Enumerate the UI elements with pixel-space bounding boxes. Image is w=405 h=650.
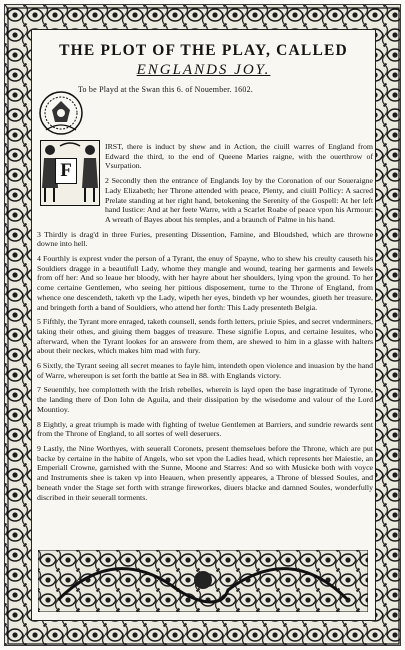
title-line-2: ENGLANDS JOY. bbox=[136, 62, 271, 78]
paragraph-4: 4 Fourthly is exprest vnder the person of a Tyrant, the enuy of Spayne, who to shew his creulty causeth his Souldiers dragge in a beautifull Lady, whome they mangle and wound, tearing her garments and Iewels from off her: And so leaue her bloody, with her hayre about her shoulders, lying vpon the ground. To her come certaine Gentlemen, who seeing her pittious disposement, turne to the Throne of England, from whence one descendeth, taketh vp the Lady, wipeth her eyes, bindeth vp her woundes, giueth her treasure, and bringeth forth a band of Souldiers, who attend her forth: This Lady presenteth Belgia. bbox=[37, 254, 373, 312]
paragraph-7: 7 Seuenthly, hee complotteth with the Irish rebelles, wherein is layd open the base ingratitude of Tyrone, the landing there of Don Iohn de Aguila, and their dissipation by the wisedome and valour of the Lord Mountioy. bbox=[37, 385, 373, 414]
performance-subtitle: To be Playd at the Swan this 6. of Nouember. 1602. bbox=[78, 85, 253, 94]
plot-text bbox=[37, 142, 373, 507]
paragraph-3: 3 Thirdly is drag'd in three Furies, presenting Dissention, Famine, and Bloudshed, which are throwne downe into hell. bbox=[37, 229, 373, 249]
playbill-panel bbox=[31, 29, 376, 621]
paragraph-9: 9 Lastly, the Nine Worthyes, with seuerall Coronets, present themselues before the Throne, which are put backe by certaine in the habite of Angels, who set vpon the Ladies head, which represents her Maiestie, an Emperiall Crowne, garnished with the Sunne, Moone and Starres: And so with Musicke both with voyce and Instruments shee is taken vp into Heauen, when presently appeares, a Throne of blessed Soules, and beneath vnder the Stage set forth with strange fireworkes, diuers blacke and damned Soules, wonderfully discribed in their seuerall torments. bbox=[37, 443, 373, 502]
paragraph-8: 8 Eightly, a great triumph is made with fighting of twelue Gentlemen at Barriers, and sundrie rewards sent from the Throne of England, to all sortes of well deseruers. bbox=[37, 419, 373, 439]
paragraph-1: IRST, there is induct by shew and in Action, the ciuill warres of England from Edward the third, to the end of Queene Maries raigne, with the ouerthrow of Vsurpation. bbox=[105, 142, 373, 171]
paragraph-5: 5 Fifthly, the Tyrant more enraged, taketh counsell, sends forth letters, priuie Spies, and secret vnderminers, taking their othes, and giuing them bagges of treasure. These signifie Lopus, and certaine Iesuites, who afterward, when the Tyrant lookes for an answere from them, are shewed to him in a glasse with halters about their neckes, which makes him mad with fury. bbox=[37, 317, 373, 356]
drop-capital: F bbox=[55, 158, 77, 184]
paragraph-6: 6 Sixtly, the Tyrant seeing all secret meanes to fayle him, intendeth open violence and inuasion by the hand of Warre, whereupon is set forth the battle at Sea in 88. with Englands victory. bbox=[37, 361, 373, 380]
paragraph-2: 2 Secondly then the entrance of Englands Ioy by the Coronation of our Soueraigne Lady Elizabeth; her Throne attended with peace, Plenty, and ciuill Pollicy: A sacred Prelate standing at her right hand, betokening the Serenity of the Gospell: At her left hand Iustice: And at her feete Warre, with a Scarlet Roabe of peace vpon his Armour: A wreath of Bayes about his temples, and a braunch of Palme in his hand. bbox=[105, 176, 373, 224]
royal-seal-icon bbox=[38, 90, 84, 136]
broadside-sheet bbox=[4, 4, 401, 646]
title-line-1: THE PLOT OF THE PLAY, CALLED bbox=[59, 42, 348, 59]
scroll-ornament-icon bbox=[38, 550, 368, 612]
